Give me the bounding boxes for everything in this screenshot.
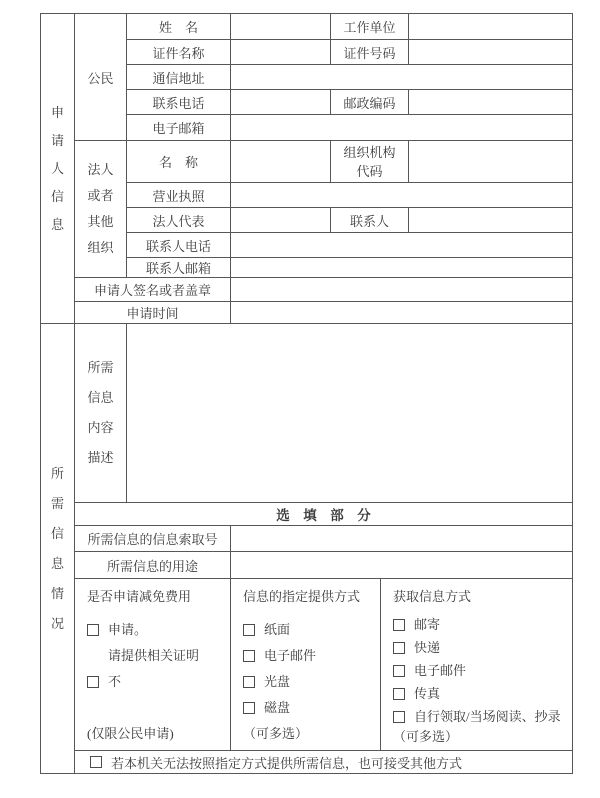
input-cell-postcode[interactable] (409, 90, 573, 115)
checkbox-icon[interactable] (243, 702, 255, 714)
fee-waiver-title: 是否申请减免费用 (87, 589, 192, 604)
checkbox-icon[interactable] (393, 711, 405, 723)
label-contact-person: 联系人 (331, 208, 409, 233)
input-cell-contact-email[interactable] (231, 258, 573, 278)
fee-waiver-column (75, 579, 231, 751)
label-address: 通信地址 (127, 65, 231, 90)
fallback-method-row (75, 751, 573, 774)
checkbox-icon[interactable] (243, 650, 255, 662)
label-work-unit: 工作单位 (331, 14, 409, 40)
input-cell-name[interactable] (231, 14, 331, 40)
label-org-name: 名 称 (127, 141, 231, 183)
checkbox-provide-paper[interactable] (243, 617, 372, 643)
checkbox-fee-apply[interactable] (87, 617, 222, 643)
label-name: 姓 名 (127, 14, 231, 40)
checkbox-fallback-method[interactable] (90, 753, 572, 772)
checkbox-icon[interactable] (90, 756, 102, 768)
input-cell-purpose[interactable] (231, 552, 573, 579)
label-signature: 申请人签名或者盖章 (75, 278, 231, 302)
label-purpose: 所需信息的用途 (75, 552, 231, 579)
input-cell-org-name[interactable] (231, 141, 331, 183)
obtain-option-label: 电子邮件 (414, 663, 467, 678)
obtain-footnote: （可多选） (393, 729, 459, 744)
provide-method-title: 信息的指定提供方式 (243, 589, 361, 604)
input-cell-index-number[interactable] (231, 526, 573, 552)
fee-no-label: 不 (108, 674, 122, 689)
organization-group-label: 法人或者其他组织 (87, 162, 114, 255)
label-contact-phone: 联系人电话 (127, 233, 231, 258)
label-legal-rep: 法人代表 (127, 208, 231, 233)
label-org-code (331, 141, 409, 183)
fallback-note-label: 若本机关无法按照指定方式提供所需信息，也可接受其他方式 (111, 755, 463, 771)
fee-apply-label: 申请。 (108, 622, 148, 637)
label-postcode: 邮政编码 (331, 90, 409, 115)
checkbox-fee-no[interactable] (87, 669, 222, 695)
input-cell-legal-rep[interactable] (231, 208, 331, 233)
input-cell-cert-number[interactable] (409, 40, 573, 65)
checkbox-obtain-email[interactable] (393, 659, 564, 682)
section-label-required-info (41, 324, 75, 774)
label-contact-email: 联系人邮箱 (127, 258, 231, 278)
obtain-option-label: 快递 (414, 640, 441, 655)
checkbox-obtain-fax[interactable] (393, 682, 564, 705)
checkbox-icon[interactable] (87, 676, 99, 688)
input-cell-content-description[interactable] (127, 324, 573, 503)
input-cell-signature[interactable] (231, 278, 573, 302)
input-cell-work-unit[interactable] (409, 14, 573, 40)
label-apply-time: 申请时间 (75, 302, 231, 324)
group-label-organization (75, 141, 127, 278)
checkbox-provide-email[interactable] (243, 643, 372, 669)
checkbox-provide-disk[interactable] (243, 695, 372, 721)
provide-footnote: （可多选） (243, 726, 309, 741)
provide-option-label: 光盘 (264, 674, 291, 689)
obtain-method-title: 获取信息方式 (393, 589, 472, 604)
checkbox-provide-cd[interactable] (243, 669, 372, 695)
input-cell-license[interactable] (231, 183, 573, 208)
input-cell-email[interactable] (231, 115, 573, 141)
input-cell-org-code[interactable] (409, 141, 573, 183)
fee-footnote: (仅限公民申请) (87, 726, 174, 741)
label-phone: 联系电话 (127, 90, 231, 115)
checkbox-icon[interactable] (393, 688, 405, 700)
checkbox-obtain-self[interactable] (393, 705, 564, 728)
org-code-label-text: 组织机构代码 (343, 144, 396, 179)
checkbox-icon[interactable] (393, 619, 405, 631)
checkbox-obtain-mail[interactable] (393, 613, 564, 636)
input-cell-contact-person[interactable] (409, 208, 573, 233)
label-email: 电子邮箱 (127, 115, 231, 141)
fee-apply-note: 请提供相关证明 (108, 648, 200, 663)
label-cert-number: 证件号码 (331, 40, 409, 65)
label-license: 营业执照 (127, 183, 231, 208)
checkbox-icon[interactable] (393, 642, 405, 654)
checkbox-icon[interactable] (243, 624, 255, 636)
required-side-label: 所需信息情况 (51, 465, 65, 631)
checkbox-obtain-express[interactable] (393, 636, 564, 659)
label-content-description (75, 324, 127, 503)
application-form-table (40, 13, 573, 774)
section-label-applicant-info (41, 14, 75, 324)
input-cell-cert-name[interactable] (231, 40, 331, 65)
obtain-option-label: 邮寄 (414, 617, 441, 632)
checkbox-icon[interactable] (87, 624, 99, 636)
label-cert-name: 证件名称 (127, 40, 231, 65)
label-index-number: 所需信息的信息索取号 (75, 526, 231, 552)
input-cell-contact-phone[interactable] (231, 233, 573, 258)
input-cell-address[interactable] (231, 65, 573, 90)
obtain-method-column (381, 579, 573, 751)
applicant-side-label: 申请人信息 (51, 104, 65, 232)
input-cell-phone[interactable] (231, 90, 331, 115)
provide-option-label: 电子邮件 (264, 648, 317, 663)
input-cell-apply-time[interactable] (231, 302, 573, 324)
optional-section-header: 选 填 部 分 (75, 503, 573, 526)
provide-option-label: 纸面 (264, 622, 291, 637)
checkbox-icon[interactable] (393, 665, 405, 677)
group-label-citizen: 公民 (75, 14, 127, 141)
provide-option-label: 磁盘 (264, 700, 291, 715)
content-description-label-text: 所需信息内容描述 (87, 360, 114, 465)
obtain-option-label: 传真 (414, 686, 441, 701)
obtain-option-label: 自行领取/当场阅读、抄录 (414, 709, 561, 724)
checkbox-icon[interactable] (243, 676, 255, 688)
provide-method-column (231, 579, 381, 751)
